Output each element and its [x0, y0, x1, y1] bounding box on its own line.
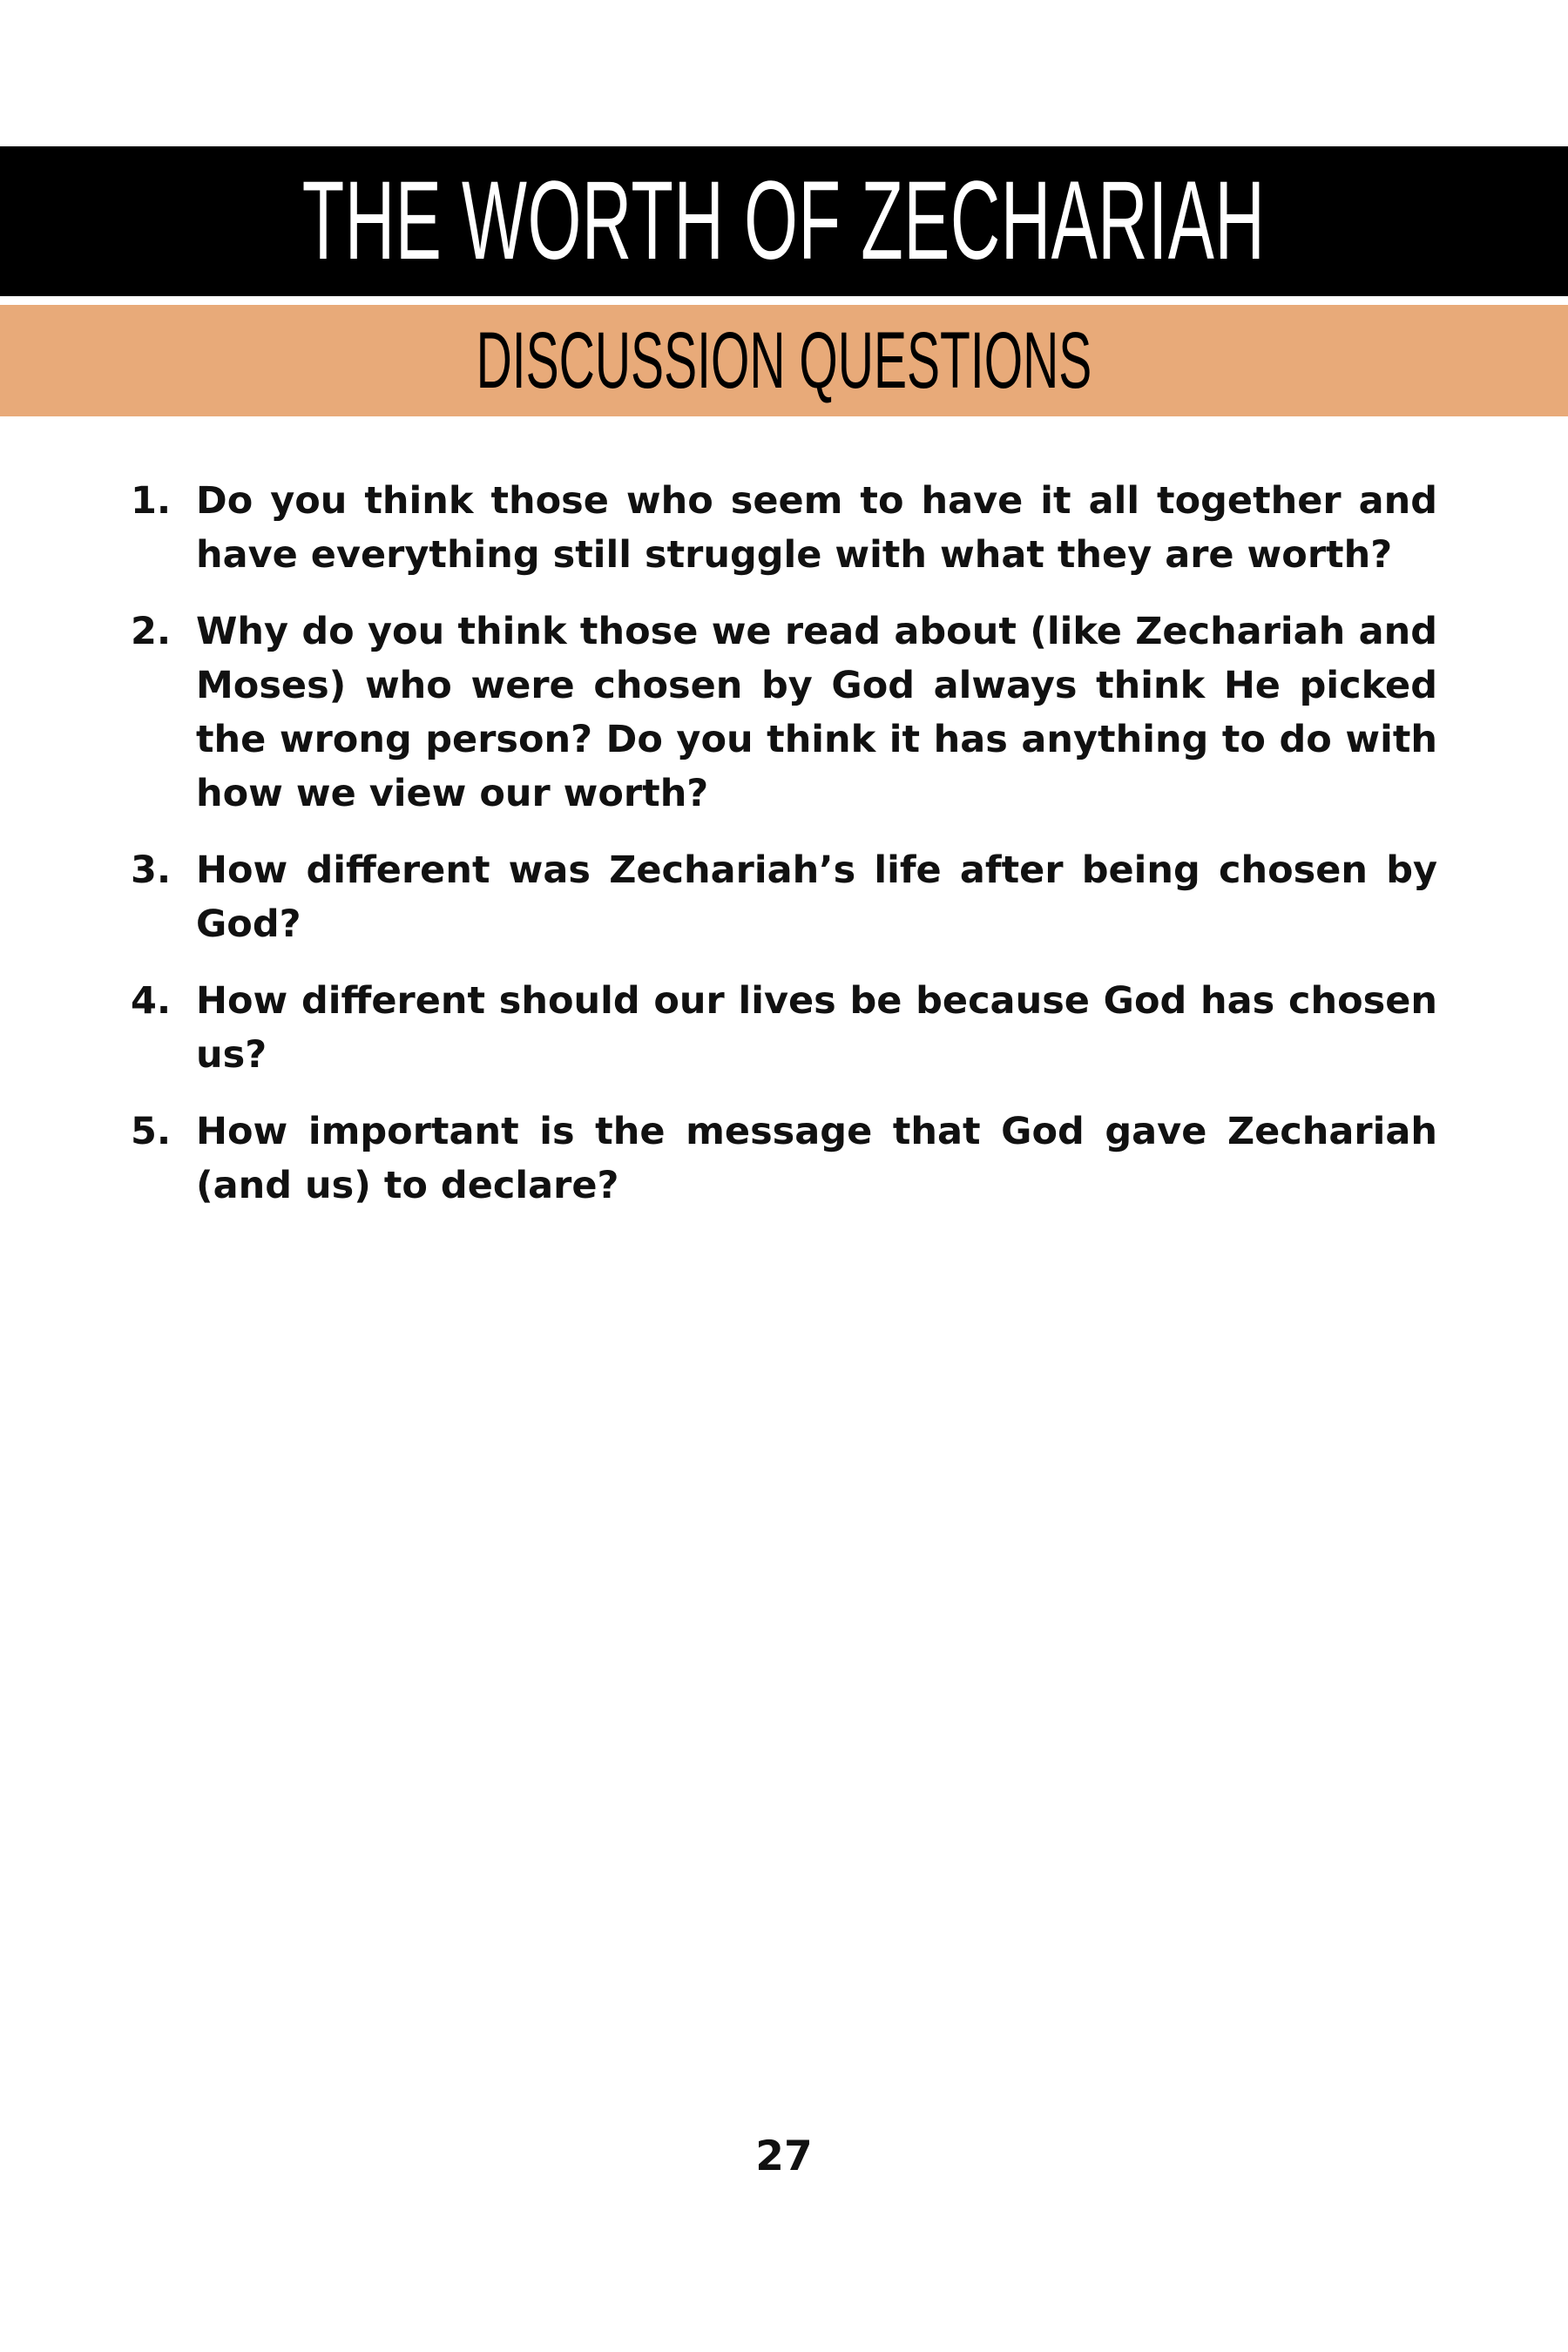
- question-item: [131, 1105, 1437, 1213]
- discussion-question-list: [131, 474, 1437, 1235]
- question-number: 4.: [131, 979, 172, 1023]
- question-number: 1.: [131, 479, 172, 523]
- question-item: [131, 843, 1437, 951]
- section-subtitle: DISCUSSION QUESTIONS: [476, 316, 1092, 405]
- question-number: 3.: [131, 848, 172, 892]
- question-number: 2.: [131, 610, 172, 653]
- page-title: THE WORTH OF ZECHARIAH: [302, 159, 1266, 283]
- question-item: [131, 474, 1437, 582]
- question-text: Why do you think those we read about (like Zechariah and Moses) who were chosen by God always think He picked the wrong person? Do you think it has anything to do with how we view our worth?: [196, 610, 1437, 815]
- subtitle-banner: [0, 305, 1568, 416]
- question-item: [131, 974, 1437, 1082]
- question-number: 5.: [131, 1110, 172, 1153]
- question-text: Do you think those who seem to have it all together and have everything still struggle with what they are worth?: [196, 479, 1437, 577]
- question-text: How different should our lives be because God has chosen us?: [196, 979, 1437, 1077]
- question-text: How important is the message that God gave Zechariah (and us) to declare?: [196, 1110, 1437, 1207]
- question-text: How different was Zechariah’s life after being chosen by God?: [196, 848, 1437, 946]
- title-banner: [0, 146, 1568, 296]
- page-number: 27: [755, 2132, 813, 2180]
- question-item: [131, 605, 1437, 821]
